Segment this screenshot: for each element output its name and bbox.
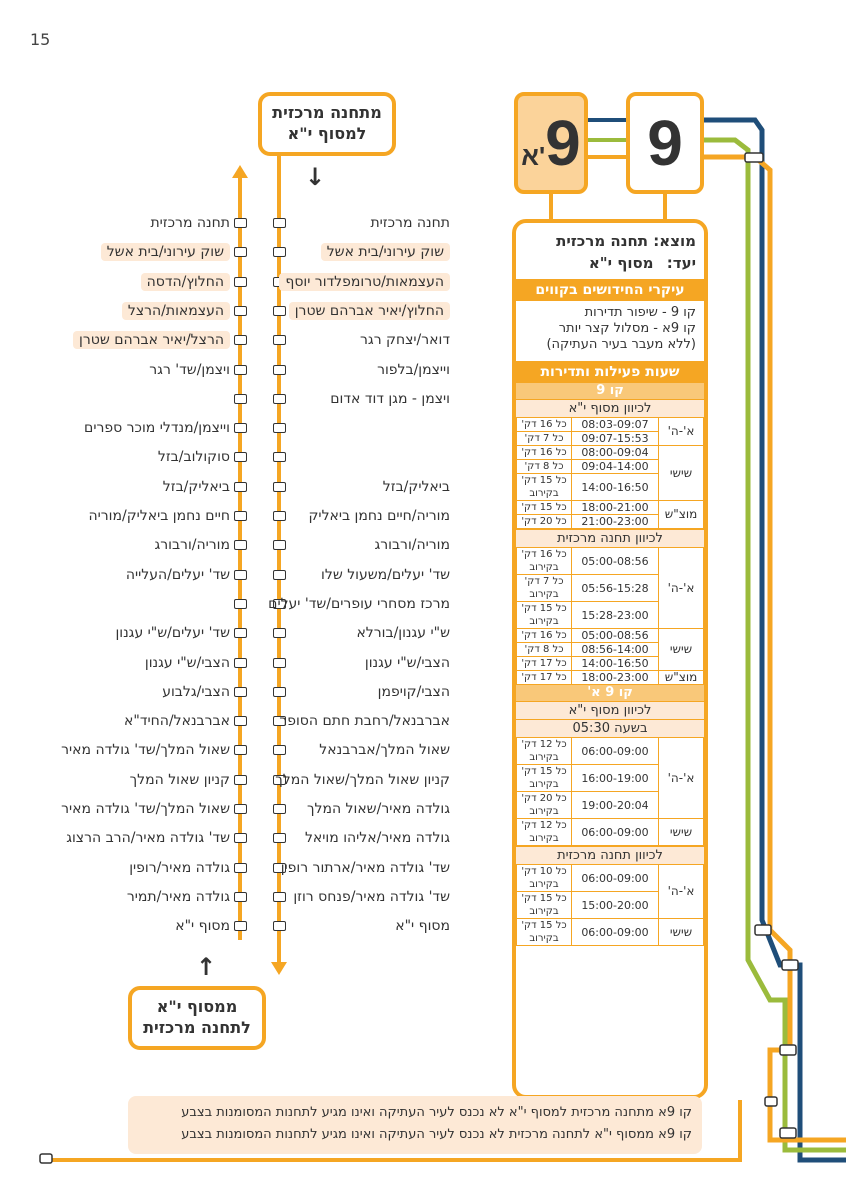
- schedule-time: 18:00-23:00: [572, 671, 659, 685]
- destination-row: [516, 253, 704, 279]
- schedule-time: 14:00-16:50: [572, 657, 659, 671]
- footnote-line-1: קו 9א מתחנה מרכזית למסוף י"א לא נכנס לעיר העתיקה ואינו מגיע לתחנות המסומנות בצבע: [181, 1105, 692, 1120]
- stop-marker: [234, 511, 247, 521]
- stop-marker: [234, 335, 247, 345]
- schedule-time: 18:00-21:00: [572, 501, 659, 515]
- stop-marker: [234, 687, 247, 697]
- schedule-time: 06:00-09:00: [572, 819, 659, 846]
- arrow-up-icon: ↑: [196, 953, 217, 981]
- stop-label: קניון שאול המלך: [129, 771, 230, 788]
- stop-label: ויצמן/שד' רגר: [149, 361, 230, 378]
- schedule-time: 21:00-23:00: [572, 515, 659, 529]
- schedule-time: 15:28-23:00: [572, 602, 659, 629]
- schedule-frequency: כל 8 דק': [517, 460, 572, 474]
- stop-marker: [234, 570, 247, 580]
- stop-marker: [273, 218, 286, 228]
- table-row: [517, 548, 704, 575]
- table-row: [517, 819, 704, 846]
- schedule-table: [516, 864, 704, 946]
- page-number: 15: [30, 30, 51, 49]
- green-line: [700, 140, 846, 1150]
- orange-line: [700, 157, 846, 1140]
- stop-label: שאול המלך/אברבנאל: [319, 742, 450, 759]
- schedule-day: א'-ה': [659, 865, 704, 919]
- schedule-frequency: כל 16 דק': [517, 629, 572, 643]
- stop-label: הצבי/קויפמן: [377, 683, 450, 700]
- route-9a-badge: [514, 92, 588, 194]
- table-row: [517, 865, 704, 892]
- stop-label: ביאליק/בזל: [382, 478, 450, 495]
- schedule-frequency: כל 7 דק' בקירוב: [517, 575, 572, 602]
- schedule-day: א'-ה': [659, 548, 704, 629]
- schedule-day: א'-ה': [659, 738, 704, 819]
- stop-marker: [234, 892, 247, 902]
- stop-label: גולדה מאיר/אליהו מויאל: [304, 830, 450, 847]
- stop-label: הצבי/ש"י עגנון: [144, 654, 230, 671]
- destination-label: יעד:: [666, 254, 696, 272]
- stop-marker: [234, 482, 247, 492]
- stop-marker: [273, 335, 286, 345]
- stop-label: שאול המלך/שד' גולדה מאיר: [61, 801, 230, 817]
- schedule-frequency: כל 16 דק': [517, 418, 572, 432]
- stop-label: שוק עירוני/בית אשל: [321, 243, 450, 261]
- schedule-frequency: כל 15 דק' בקירוב: [517, 765, 572, 792]
- table-row: [517, 919, 704, 946]
- schedule-frequency: כל 20 דק' בקירוב: [517, 792, 572, 819]
- stop-label: העצמאות/הרצל: [122, 302, 230, 320]
- table-row: [517, 418, 704, 432]
- stop-marker: [234, 658, 247, 668]
- stop-marker: [234, 804, 247, 814]
- stop-marker: [234, 628, 247, 638]
- stop-marker: [273, 452, 286, 462]
- footnote-line-2: קו 9א ממסוף י"א לתחנה מרכזית לא נכנס לעיר העתיקה ואינו מגיע לתחנות המסומנות בצבע: [181, 1127, 692, 1142]
- stop-label: ויצמן - מגן דוד אדום: [330, 390, 450, 407]
- stop-marker: [234, 863, 247, 873]
- table-row: [517, 738, 704, 765]
- stop-marker: [234, 540, 247, 550]
- schedule-frequency: כל 17 דק': [517, 657, 572, 671]
- schedule-time: 08:03-09:07: [572, 418, 659, 432]
- stop-label: הרצל/יאיר אברהם שטרן: [73, 331, 230, 349]
- direction-to-line1: מתחנה מרכזית: [272, 103, 382, 122]
- stop-marker: [273, 658, 286, 668]
- schedule-frequency: כל 12 דק' בקירוב: [517, 819, 572, 846]
- stop-label: גולדה מאיר/תמיר: [126, 888, 230, 905]
- schedule-time: 15:00-20:00: [572, 892, 659, 919]
- innovation-item: קו 9 - שיפור תדירות: [584, 305, 696, 320]
- stop-marker: [273, 921, 286, 931]
- stop-marker: [273, 394, 286, 404]
- direction-from-line1: ממסוף י"א: [156, 997, 238, 1016]
- stop-marker: [273, 247, 286, 257]
- direction-to-terminal-box: [258, 92, 396, 156]
- stop-marker: [273, 570, 286, 580]
- stop-label: העצמאות/טרומפלדור יוסף: [279, 273, 450, 291]
- schedule-day: שישי: [659, 819, 704, 846]
- stop-label: גולדה מאיר/שאול המלך: [306, 801, 450, 817]
- schedule-frequency: כל 8 דק': [517, 643, 572, 657]
- stop-marker: [234, 365, 247, 375]
- route-info-box: [512, 219, 708, 1099]
- stop-marker: [273, 804, 286, 814]
- stop-label: ש"י עגנון/בורלא: [356, 625, 450, 642]
- schedule-frequency: כל 7 דק': [517, 432, 572, 446]
- stop-label: מוריה/ורבורג: [154, 537, 230, 554]
- stop-label: שד' גולדה מאיר/ארתור רופין: [280, 859, 450, 876]
- schedule-frequency: כל 20 דק': [517, 515, 572, 529]
- innovation-item: (ללא מעבר בעיר העתיקה): [546, 337, 696, 352]
- line9a-at-time: בשעה 05:30: [516, 719, 704, 737]
- route-9a-letter: א': [521, 140, 546, 171]
- stop-label: שאול המלך/שד' גולדה מאיר: [61, 742, 230, 759]
- stop-marker: [234, 921, 247, 931]
- line9a-dir-a: לכיוון מסוף י"א: [516, 701, 704, 719]
- schedule-time: 14:00-16:50: [572, 474, 659, 501]
- line9-label: קו 9: [516, 383, 704, 399]
- stop-label: שד' יעלים/ש"י עגנון: [115, 625, 230, 642]
- schedule-time: 06:00-09:00: [572, 919, 659, 946]
- schedule-time: 05:56-15:28: [572, 575, 659, 602]
- stop-label: אברבנאל/רחבת חתם הסופר: [279, 713, 450, 730]
- direction-from-line2: לתחנה מרכזית: [143, 1018, 251, 1037]
- schedule-frequency: כל 15 דק' בקירוב: [517, 474, 572, 501]
- schedule-table: [516, 547, 704, 685]
- table-row: [517, 501, 704, 515]
- schedule-day: מוצ"ש: [659, 671, 704, 685]
- stop-marker: [234, 745, 247, 755]
- schedule-frequency: כל 16 דק' בקירוב: [517, 548, 572, 575]
- stop-label: שוק עירוני/בית אשל: [101, 243, 230, 261]
- innovation-item: קו 9א - מסלול קצר יותר: [558, 321, 696, 336]
- stop-label: שד' גולדה מאיר/הרב הרצוג: [66, 830, 230, 847]
- schedule-table: [516, 737, 704, 846]
- stop-label: הצבי/ש"י עגנון: [364, 654, 450, 671]
- schedule-time: 08:56-14:00: [572, 643, 659, 657]
- schedule-time: 19:00-20:04: [572, 792, 659, 819]
- stop-marker: [234, 452, 247, 462]
- stop-marker: [234, 218, 247, 228]
- direction-from-terminal-box: [128, 986, 266, 1050]
- schedule-frequency: כל 12 דק' בקירוב: [517, 738, 572, 765]
- innovations-title: עיקרי החידושים בקווים: [516, 279, 704, 301]
- stop-marker: [234, 599, 247, 609]
- route-9-badge: [626, 92, 704, 194]
- table-row: [517, 446, 704, 460]
- stop-label: ביאליק/בזל: [162, 478, 230, 495]
- schedule-frequency: כל 15 דק' בקירוב: [517, 602, 572, 629]
- stop-marker: [234, 423, 247, 433]
- line9a-dir-b: לכיוון תחנה מרכזית: [516, 846, 704, 864]
- stop-label: מוריה/חיים נחמן ביאליק: [308, 508, 450, 524]
- table-row: [517, 629, 704, 643]
- schedule-time: 09:04-14:00: [572, 460, 659, 474]
- stop-label: סוקולוב/בזל: [157, 449, 230, 466]
- stop-marker: [234, 277, 247, 287]
- stop-marker: [273, 628, 286, 638]
- schedule-day: שישי: [659, 919, 704, 946]
- stop-label: החלוץ/הדסה: [141, 273, 230, 291]
- stop-marker: [273, 306, 286, 316]
- stop-marker: [234, 716, 247, 726]
- stop-label: מסוף י"א: [175, 918, 230, 935]
- stop-marker: [234, 306, 247, 316]
- stop-label: וייצמן/מנדלי מוכר ספרים: [84, 420, 230, 437]
- stop-label: מרכז מסחרי עופרים/שד' יעלים: [268, 595, 450, 612]
- stop-label: גולדה מאיר/רופין: [129, 859, 230, 876]
- schedule-time: 16:00-19:00: [572, 765, 659, 792]
- stop-marker: [273, 687, 286, 697]
- stop-label: חיים נחמן ביאליק/מוריה: [88, 508, 230, 524]
- schedule-time: 09:07-15:53: [572, 432, 659, 446]
- stop-marker: [273, 365, 286, 375]
- schedule-time: 05:00-08:56: [572, 548, 659, 575]
- schedule-day: שישי: [659, 446, 704, 501]
- stop-marker: [234, 833, 247, 843]
- stop-marker: [273, 833, 286, 843]
- stop-marker: [234, 394, 247, 404]
- stop-marker: [273, 892, 286, 902]
- schedule-frequency: כל 17 דק': [517, 671, 572, 685]
- navy-line: [700, 120, 846, 1160]
- stop-label: שד' יעלים/משעול שלו: [321, 566, 450, 583]
- stop-label: החלוץ/יאיר אברהם שטרן: [289, 302, 450, 320]
- stop-marker: [273, 511, 286, 521]
- schedule-time: 05:00-08:56: [572, 629, 659, 643]
- stop-marker: [273, 482, 286, 492]
- schedule-frequency: כל 16 דק': [517, 446, 572, 460]
- schedule-frequency: כל 15 דק': [517, 501, 572, 515]
- stop-label: שד' יעלים/העלייה: [125, 566, 230, 583]
- stop-label: מסוף י"א: [395, 918, 450, 935]
- schedule-time: 06:00-09:00: [572, 738, 659, 765]
- stop-label: הצבי/גלבוע: [162, 683, 230, 700]
- stop-label: דואר/יצחק רגר: [360, 332, 450, 349]
- stop-label: תחנה מרכזית: [150, 215, 230, 231]
- stop-label: אברבנאל/החיד"א: [124, 713, 230, 730]
- stop-label: שד' גולדה מאיר/פנחס רוזן: [293, 888, 450, 905]
- schedule-frequency: כל 15 דק' בקירוב: [517, 919, 572, 946]
- table-row: [517, 671, 704, 685]
- schedule-day: מוצ"ש: [659, 501, 704, 529]
- arrow-down-icon: ↓: [305, 163, 326, 191]
- destination-value: מסוף י"א: [588, 254, 654, 272]
- route-9-number: 9: [647, 107, 683, 179]
- stop-label: תחנה מרכזית: [370, 215, 450, 231]
- stop-label: קניון שאול המלך/שאול המלך: [275, 771, 450, 788]
- stop-marker: [234, 775, 247, 785]
- schedule-time: 06:00-09:00: [572, 865, 659, 892]
- schedule-frequency: כל 10 דק' בקירוב: [517, 865, 572, 892]
- line9a-label: קו 9 א': [516, 685, 704, 701]
- footnote-box: [128, 1096, 702, 1154]
- schedule-time: 08:00-09:04: [572, 446, 659, 460]
- line9-dir-a: לכיוון מסוף י"א: [516, 399, 704, 417]
- route-9a-number: 9: [545, 107, 581, 179]
- origin-label: מוצא: תחנה מרכזית: [556, 232, 696, 250]
- stop-marker: [273, 745, 286, 755]
- innovations-list: [516, 301, 704, 357]
- schedule-day: א'-ה': [659, 418, 704, 446]
- stop-marker: [273, 540, 286, 550]
- schedule-frequency: כל 15 דק' בקירוב: [517, 892, 572, 919]
- direction-to-line2: למסוף י"א: [287, 124, 367, 143]
- schedule-day: שישי: [659, 629, 704, 671]
- stop-label: וייצמן/בלפור: [377, 361, 450, 378]
- schedule-table: [516, 417, 704, 529]
- stop-label: מוריה/ורבורג: [374, 537, 450, 554]
- stop-marker: [273, 423, 286, 433]
- stop-marker: [234, 247, 247, 257]
- hours-title: שעות פעילות ותדירות: [516, 361, 704, 383]
- line9-dir-b: לכיוון תחנה מרכזית: [516, 529, 704, 547]
